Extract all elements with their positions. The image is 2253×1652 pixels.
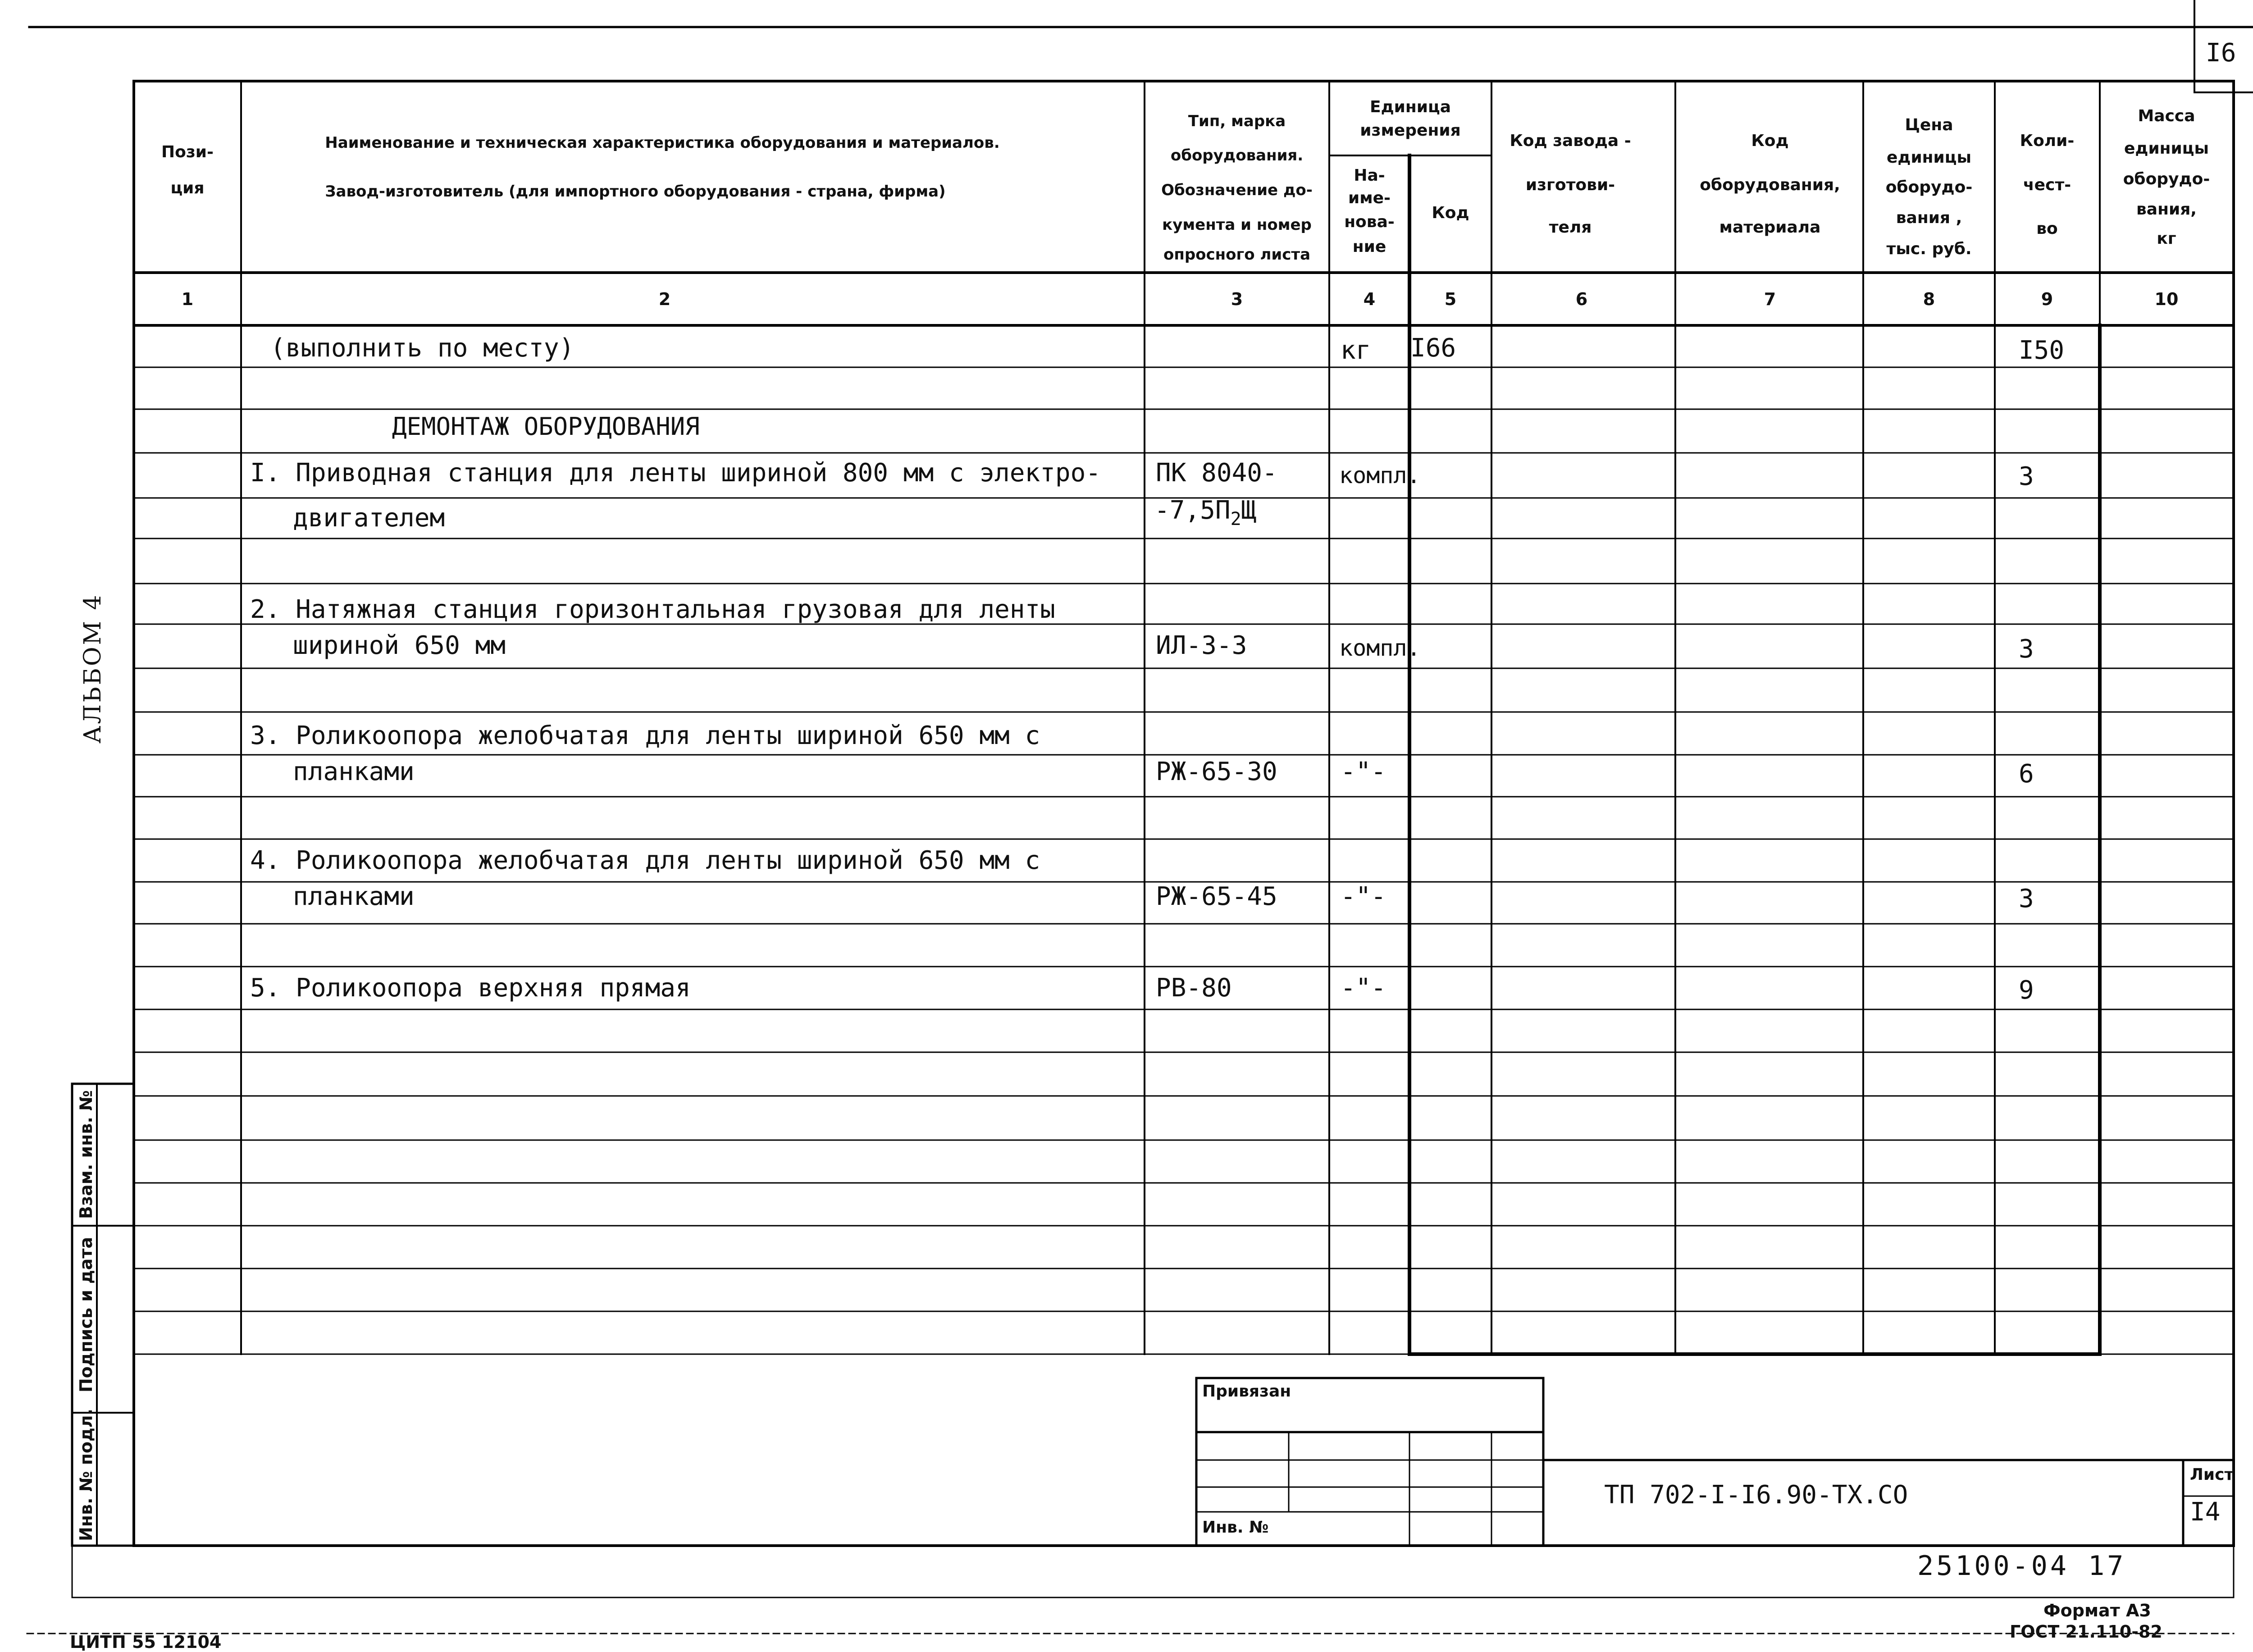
item1-name-line1: I. Приводная станция для ленты шириной 800 мм с электро- [250,458,1101,488]
item2-qty: 3 [2019,634,2034,664]
header-col10-line2: единицы [2124,139,2209,158]
gost-label: ГОСТ 21.110-82 [2010,1622,2162,1642]
header-col4-line2: име- [1348,189,1391,207]
row-note-qty: I50 [2019,336,2065,365]
item4-qty: 3 [2019,884,2034,913]
item1-type-line2: $-7,5П_2Щ$ [1154,496,1257,529]
header-col6-line3: теля [1549,218,1592,237]
header-col10-line5: кг [2157,229,2176,248]
header-col4-line4: ние [1352,237,1386,256]
header-col5: Код [1432,204,1469,222]
item1-name-line2: двигателем [293,503,445,533]
item3-qty: 6 [2019,759,2034,789]
album-label: АЛЬБОМ 4 [79,593,106,744]
header-col6-line1: Код завода - [1510,132,1631,150]
stamp-inv-no: Инв. № [1202,1518,1269,1537]
header-col9-line1: Коли- [2020,132,2075,150]
item2-unit: компл. [1339,635,1421,661]
side-podpis-data-label: Подпись и дата [76,1237,96,1392]
header-col4-line1: На- [1354,166,1385,185]
header-col8-line2: единицы [1886,148,1972,167]
colnum-5: 5 [1444,289,1457,309]
item4-unit: -"- [1341,882,1386,911]
row-note-unit: кг [1341,336,1371,365]
header-col10-line3: оборудо- [2123,170,2210,188]
item2-type: ИЛ-3-3 [1156,631,1247,660]
colnum-1: 1 [181,289,194,309]
header-col3-line3: Обозначение до- [1161,181,1313,199]
stamp-list-label: Лист [2190,1465,2234,1484]
item5-qty: 9 [2019,976,2034,1005]
colnum-3: 3 [1231,289,1243,309]
citp-label: ЦИТП 55 12104 [70,1632,222,1652]
item2-name-line2: шириной 650 мм [293,631,506,660]
item5-type: РВ-80 [1156,973,1232,1003]
side-inv-podl-label: Инв. № подл. [76,1408,96,1541]
header-col8-line4: вания , [1896,209,1962,227]
colnum-10: 10 [2154,289,2179,309]
header-col8-line3: оборудо- [1885,178,1973,196]
document-code: ТП 702-I-I6.90-ТХ.СО [1604,1480,1908,1510]
colnum-9: 9 [2041,289,2053,309]
header-col10-line1: Масса [2138,107,2195,125]
row-note-code: I66 [1410,333,1456,363]
header-col7-line2: оборудования, [1700,176,1840,194]
item4-name-line2: планками [293,882,415,911]
header-col1-line2: ция [170,179,205,197]
header-unit-line1: Единица [1370,98,1451,116]
handwritten-archive-number: 25100-04 17 [1917,1550,2126,1582]
header-col2-line1: Наименование и техническая характеристика оборудования и материалов. [325,134,1000,152]
section-title: ДЕМОНТАЖ ОБОРУДОВАНИЯ [392,412,700,441]
item1-qty: 3 [2019,462,2034,491]
colnum-2: 2 [658,289,671,309]
header-col10-line4: вания, [2136,200,2197,219]
header-col7-line1: Код [1751,132,1789,150]
header-col9-line3: во [2036,219,2058,238]
header-col3-line4: кумента и номер [1162,216,1312,234]
item4-type: РЖ-65-45 [1156,882,1277,911]
header-col4-line3: нова- [1344,213,1395,231]
header-col2-line2: Завод-изготовитель (для импортного оборудования - страна, фирма) [325,183,946,201]
header-col3-line2: оборудования. [1170,146,1304,164]
item5-name: 5. Роликоопора верхняя прямая [250,973,691,1003]
item1-type-line1: ПК 8040- [1156,458,1277,488]
stamp-list-number: I4 [2190,1497,2221,1527]
item4-name-line1: 4. Роликоопора желобчатая для ленты шириной 650 мм с [250,846,1040,875]
header-col7-line3: материала [1719,218,1821,237]
format-label: Формат А3 [2043,1601,2151,1620]
header-col8-line5: тыс. руб. [1886,240,1972,258]
header-col8-line1: Цена [1905,116,1953,134]
item5-unit: -"- [1341,973,1386,1003]
item3-unit: -"- [1341,757,1386,786]
colnum-4: 4 [1363,289,1376,309]
header-unit-line2: измерения [1360,121,1461,140]
header-col9-line2: чест- [2023,176,2071,194]
colnum-8: 8 [1923,289,1935,309]
stamp-privyazan: Привязан [1202,1382,1291,1401]
header-col6-line2: изготови- [1525,176,1615,194]
item3-type: РЖ-65-30 [1156,757,1277,786]
item1-unit: компл. [1339,462,1421,488]
header-col3-line5: опросного листа [1163,246,1311,264]
item3-name-line2: планками [293,757,415,786]
item3-name-line1: 3. Роликоопора желобчатая для ленты шириной 650 мм с [250,721,1040,750]
colnum-7: 7 [1764,289,1776,309]
header-col3-line1: Тип, марка [1188,112,1286,130]
colnum-6: 6 [1575,289,1588,309]
item2-name-line1: 2. Натяжная станция горизонтальная грузовая для ленты [250,595,1055,624]
sheet-number-corner: I6 [2206,38,2236,68]
side-vzam-inv-label: Взам. инв. № [76,1090,96,1219]
header-col1-line1: Пози- [161,143,214,161]
row-note-name: (выполнить по месту) [270,333,575,363]
